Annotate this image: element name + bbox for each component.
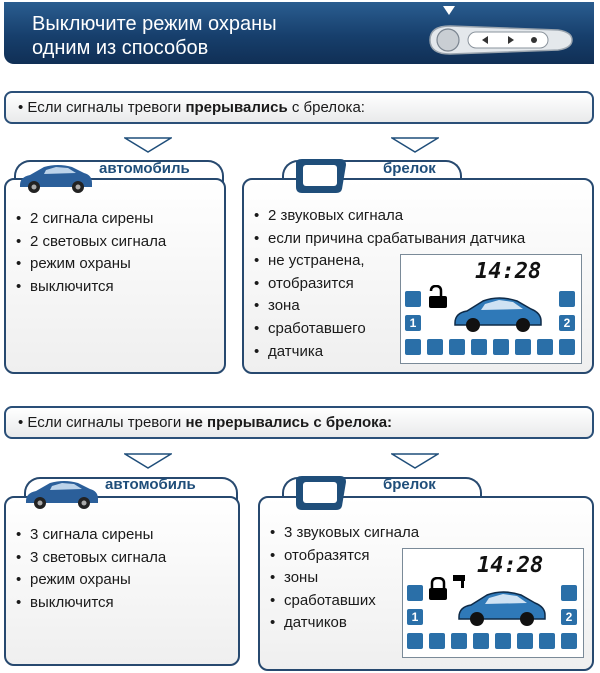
zone-icon [429, 633, 445, 649]
list-item: • сработавшего [254, 318, 525, 341]
list-item: • 2 звуковых сигнала [254, 205, 525, 228]
down-arrow-icon [124, 137, 172, 153]
zone-icon [405, 339, 421, 355]
zone-number: 2 [559, 315, 575, 331]
list-item: • зоны [270, 567, 419, 590]
zone-icon [561, 585, 577, 601]
zone-number: 1 [405, 315, 421, 331]
page-title: Выключите режим охраны одним из способов [32, 13, 277, 59]
fob-label: брелок [383, 160, 436, 177]
list-item: • отобразятся [270, 545, 419, 568]
bold-not-interrupted: не прерывались с брелока: [185, 414, 393, 431]
key-fob-icon [290, 157, 350, 195]
list-item: • если причина срабатывания датчика [254, 228, 525, 251]
zone-icon [539, 633, 555, 649]
zone-icon [517, 633, 533, 649]
down-arrow-icon [391, 137, 439, 153]
list-item: • 2 световых сигнала [16, 231, 166, 254]
list-item: • не устранена, [254, 250, 525, 273]
list-item: • 3 световых сигнала [16, 547, 166, 570]
list-item: • 3 звуковых сигнала [270, 522, 419, 545]
lcd-display [402, 548, 584, 658]
fob-signals-list [270, 522, 419, 635]
car-icon [22, 475, 100, 511]
zone-number: 2 [561, 609, 577, 625]
list-item: • датчика [254, 341, 525, 364]
zone-icon [515, 339, 531, 355]
down-arrow-icon [391, 453, 439, 469]
zone-icon [427, 339, 443, 355]
key-fob-icon [290, 474, 350, 512]
zone-icon [471, 339, 487, 355]
bold-interrupted: прерывались [185, 99, 288, 116]
car-diagram-icon [451, 293, 545, 335]
list-item: • режим охраны [16, 253, 166, 276]
down-arrow-icon [124, 453, 172, 469]
zone-icon [407, 633, 423, 649]
zone-icon [559, 339, 575, 355]
list-item: • зона [254, 295, 525, 318]
list-item: • сработавших [270, 590, 419, 613]
lock-closed-icon [427, 577, 449, 601]
list-item: • выключится [16, 592, 166, 615]
lcd-icon-row [405, 339, 577, 357]
zone-icon [407, 585, 423, 601]
zone-number: 1 [407, 609, 423, 625]
zone-icon [493, 339, 509, 355]
car-icon [16, 159, 94, 195]
list-item: • выключится [16, 276, 166, 299]
car-label: автомобиль [105, 476, 196, 493]
lcd-display [400, 254, 582, 364]
zone-icon [537, 339, 553, 355]
zone-icon [405, 291, 421, 307]
key-fob-icon [428, 22, 574, 58]
list-item: • отобразится [254, 273, 525, 296]
list-item: • 2 сигнала сирены [16, 208, 166, 231]
lcd-time: 14:28 [475, 259, 542, 284]
zone-icon [495, 633, 511, 649]
list-item: • датчиков [270, 612, 419, 635]
car-label: автомобиль [99, 160, 190, 177]
indicator-arrow-icon [443, 6, 455, 15]
lock-open-icon [427, 285, 449, 309]
lcd-time: 14:28 [477, 553, 544, 578]
zone-icon [451, 633, 467, 649]
zone-icon [561, 633, 577, 649]
condition-bar-interrupted: • Если сигналы тревоги прерывались с брелока: [4, 91, 594, 124]
zone-icon [559, 291, 575, 307]
car-signals-list [16, 524, 166, 614]
lcd-icon-row [407, 633, 579, 651]
condition-bar-not-interrupted: • Если сигналы тревоги не прерывались с брелока: [4, 406, 594, 439]
car-diagram-icon [455, 587, 549, 629]
list-item: • режим охраны [16, 569, 166, 592]
zone-icon [449, 339, 465, 355]
zone-icon [473, 633, 489, 649]
car-signals-list [16, 208, 166, 298]
fob-label: брелок [383, 476, 436, 493]
list-item: • 3 сигнала сирены [16, 524, 166, 547]
